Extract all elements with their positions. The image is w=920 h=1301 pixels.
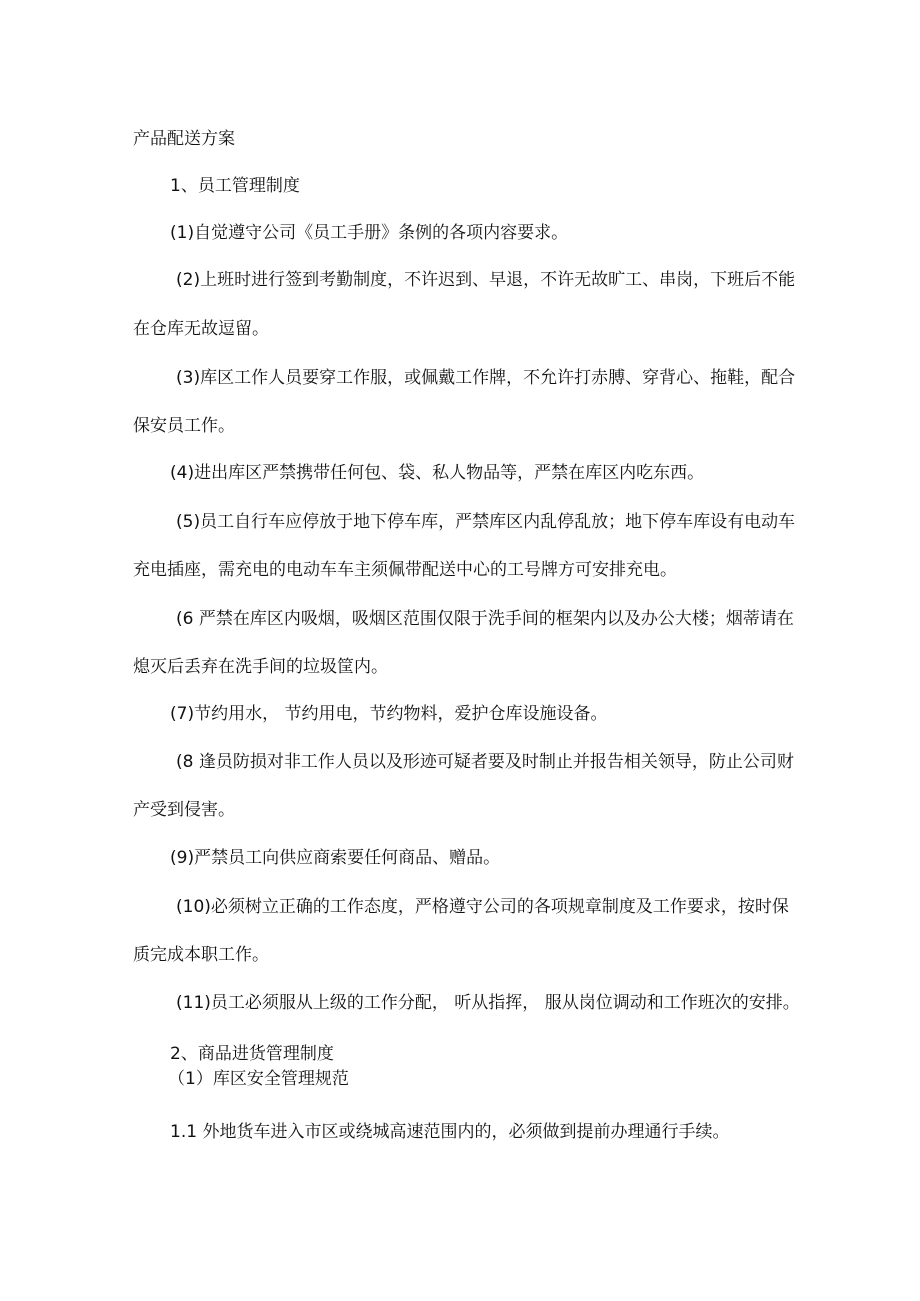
rule-2-line-2: 在仓库无故逗留。 — [133, 319, 269, 339]
rule-5-line-1: (5)员工自行车应停放于地下停车库，严禁库区内乱停乱放；地下停车库设有电动车 — [176, 512, 796, 532]
rule-1: (1)自觉遵守公司《员工手册》条例的各项内容要求。 — [170, 223, 569, 243]
document-title: 产品配送方案 — [133, 129, 235, 149]
rule-11: (11)员工必须服从上级的工作分配， 听从指挥， 服从岗位调动和工作班次的安排。 — [176, 993, 800, 1013]
rule-9: (9)严禁员工向供应商索要任何商品、赠品。 — [170, 848, 501, 868]
rule-2-line-1: (2)上班时进行签到考勤制度，不许迟到、早退，不许无故旷工、串岗，下班后不能 — [176, 270, 796, 290]
rule-4: (4)进出库区严禁携带任何包、袋、私人物品等，严禁在库区内吃东西。 — [170, 463, 705, 483]
section-1-heading: 1、员工管理制度 — [170, 176, 300, 196]
item-1-1: 1.1 外地货车进入市区或绕城高速范围内的，必须做到提前办理通行手续。 — [170, 1122, 730, 1142]
section-2-subheading: （1）库区安全管理规范 — [168, 1069, 349, 1089]
rule-10-line-1: (10)必须树立正确的工作态度，严格遵守公司的各项规章制度及工作要求，按时保 — [176, 897, 789, 917]
rule-6-line-1: (6 严禁在库区内吸烟，吸烟区范围仅限于洗手间的框架内以及办公大楼；烟蒂请在 — [176, 609, 794, 629]
rule-3-line-1: (3)库区工作人员要穿工作服，或佩戴工作牌，不允许打赤膊、穿背心、拖鞋，配合 — [176, 368, 796, 388]
section-2-heading: 2、商品进货管理制度 — [170, 1044, 334, 1064]
rule-6-line-2: 熄灭后丢弃在洗手间的垃圾筐内。 — [133, 657, 388, 677]
rule-5-line-2: 充电插座，需充电的电动车车主须佩带配送中心的工号牌方可安排充电。 — [133, 560, 677, 580]
rule-7: (7)节约用水， 节约用电，节约物料，爱护仓库设施设备。 — [170, 704, 608, 724]
rule-3-line-2: 保安员工作。 — [133, 416, 235, 436]
rule-10-line-2: 质完成本职工作。 — [133, 945, 269, 965]
rule-8-line-1: (8 逢员防损对非工作人员以及形迹可疑者要及时制止并报告相关领导，防止公司财 — [176, 752, 794, 772]
rule-8-line-2: 产受到侵害。 — [133, 800, 235, 820]
